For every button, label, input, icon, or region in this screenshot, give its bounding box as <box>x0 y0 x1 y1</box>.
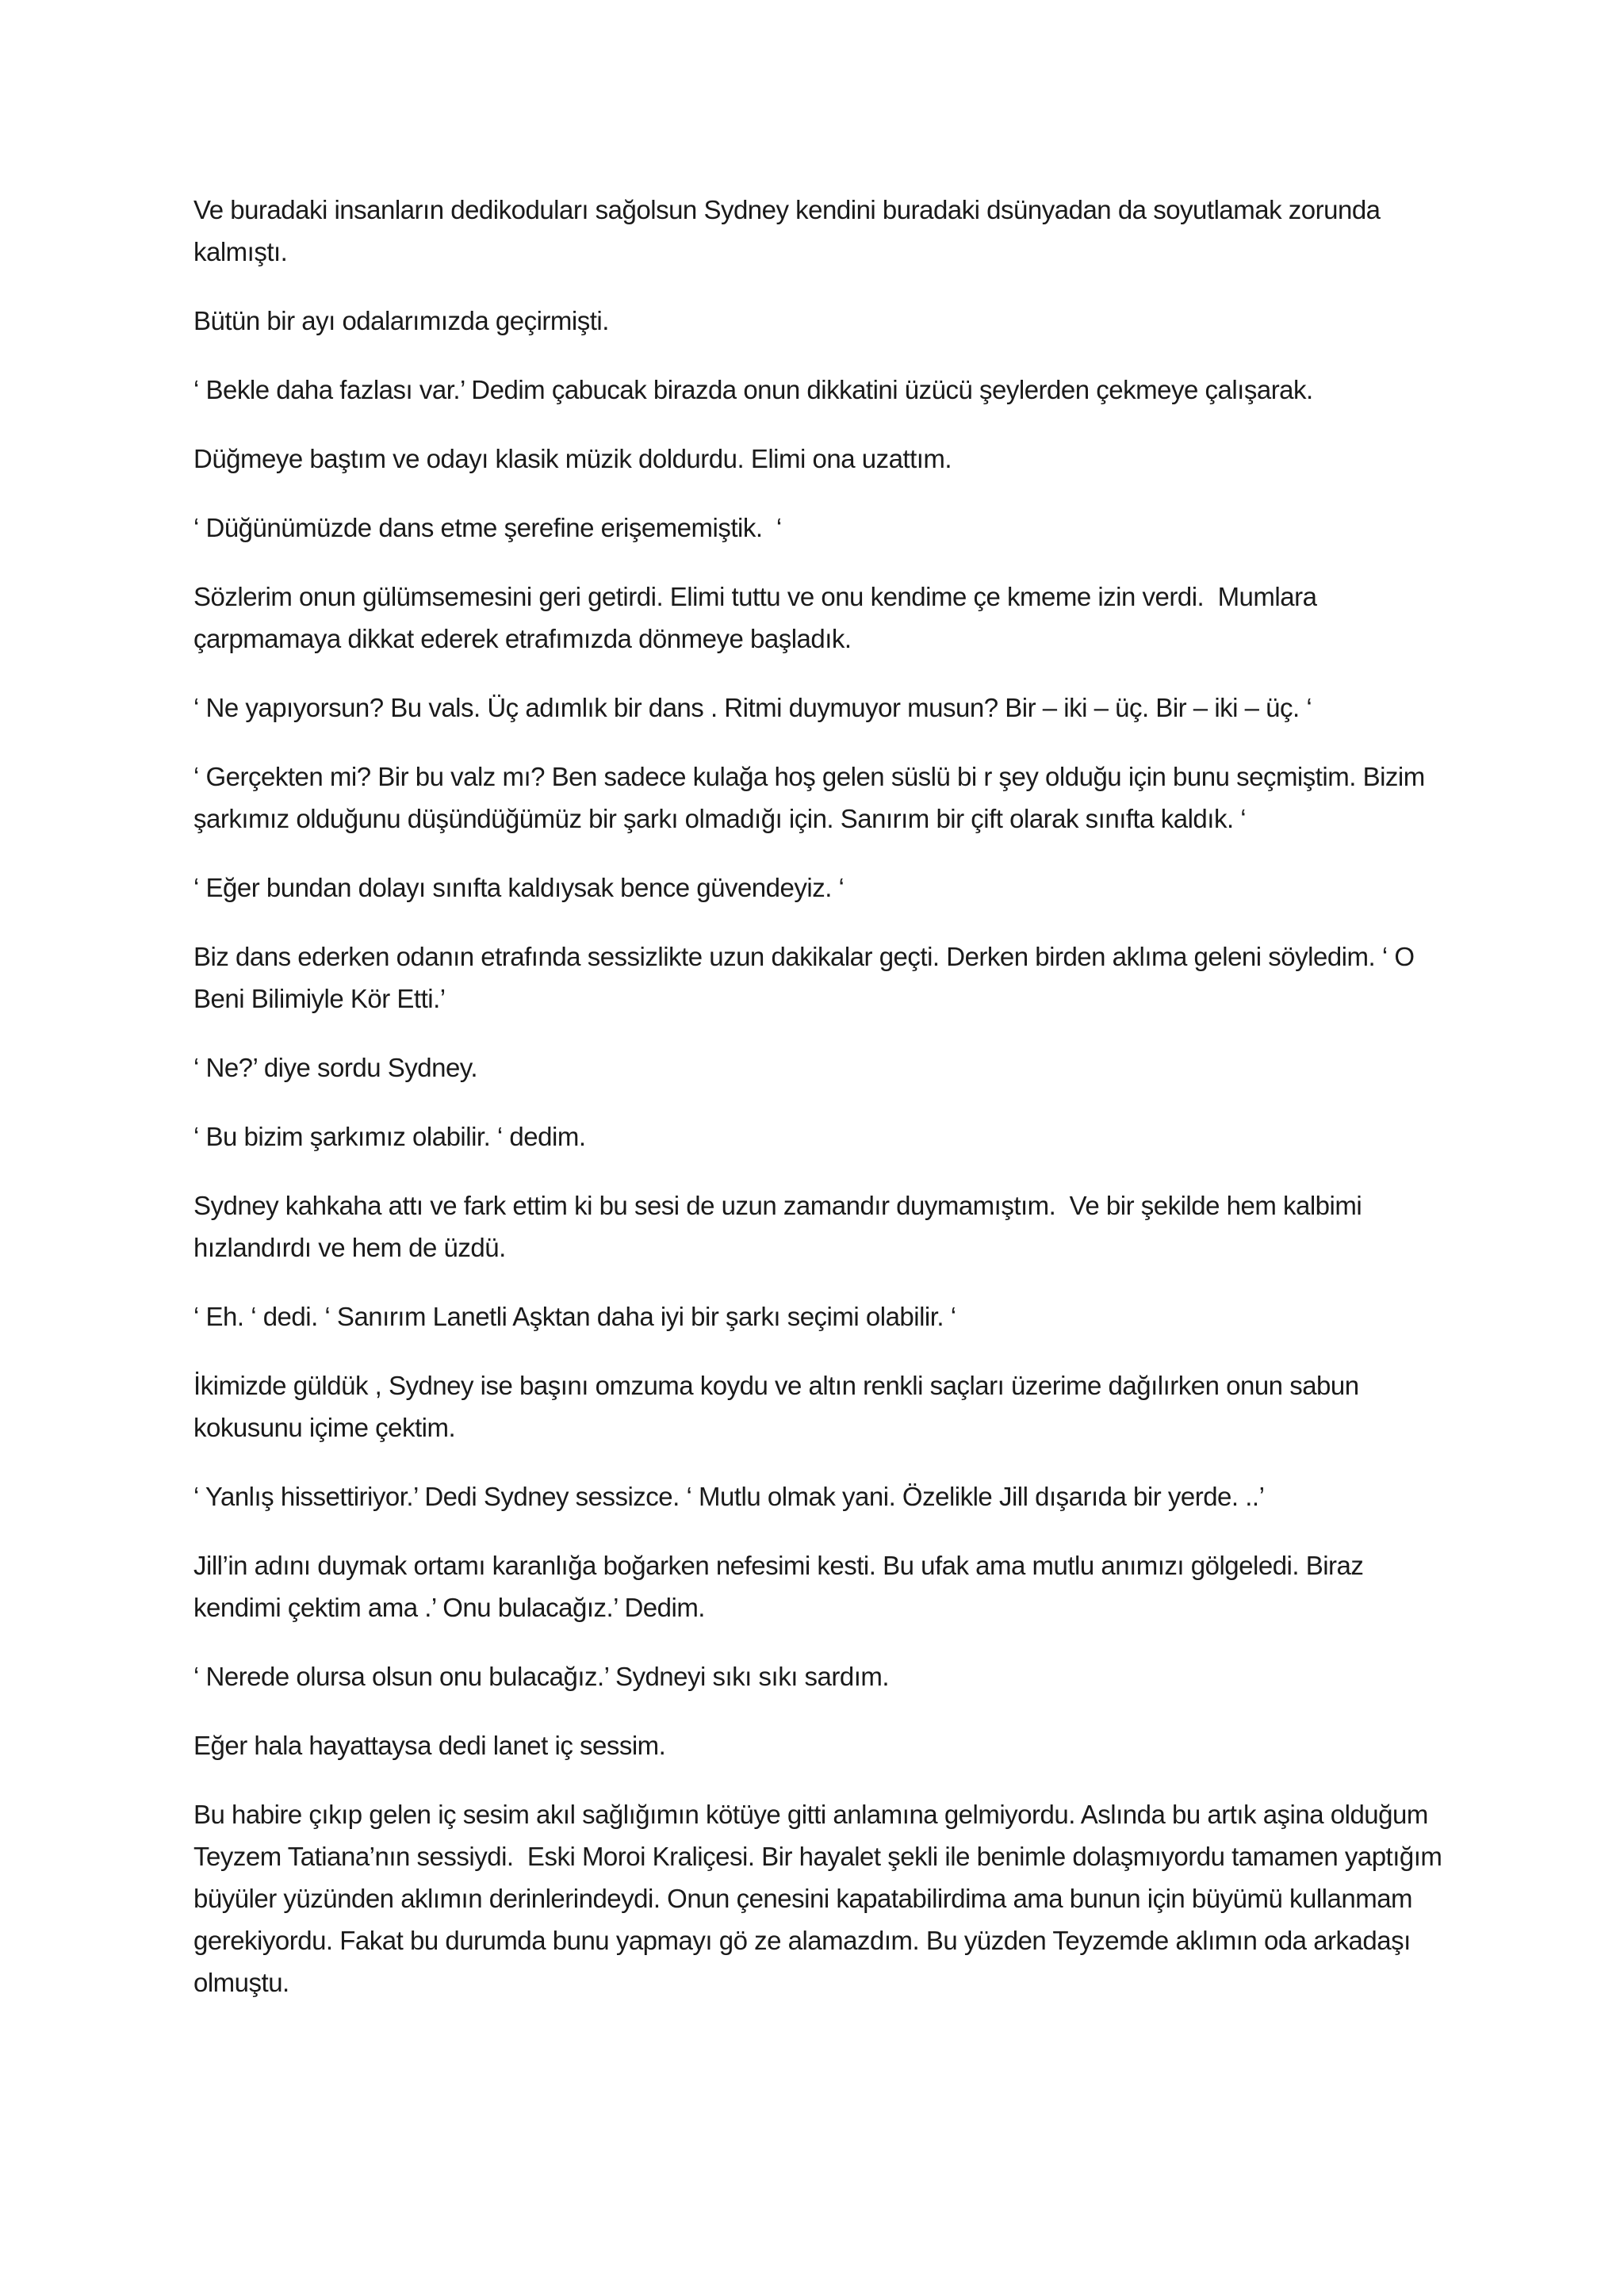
paragraph: ‘ Düğünümüzde dans etme şerefine erişememiştik. ‘ <box>193 513 782 542</box>
paragraph: Ve buradaki insanların dedikoduları sağolsun Sydney kendini buradaki dsünyadan da soyutlamak zorunda kalmıştı. <box>193 195 1388 266</box>
paragraph: ‘ Ne yapıyorsun? Bu vals. Üç adımlık bir dans . Ritmi duymuyor musun? Bir – iki – üç. Bir – iki – üç. ‘ <box>193 693 1312 722</box>
paragraph: Sydney kahkaha attı ve fark ettim ki bu sesi de uzun zamandır duymamıştım. Ve bir şekilde hem kalbimi hızlandırdı ve hem de üzdü. <box>193 1191 1369 1262</box>
paragraph: ‘ Eh. ‘ dedi. ‘ Sanırım Lanetli Aşktan daha iyi bir şarkı seçimi olabilir. ‘ <box>193 1302 956 1331</box>
document-body <box>193 189 1450 2030</box>
paragraph: Düğmeye baştım ve odayı klasik müzik doldurdu. Elimi ona uzattım. <box>193 444 952 473</box>
paragraph: Biz dans ederken odanın etrafında sessizlikte uzun dakikalar geçti. Derken birden aklıma geleni söyledim. ‘ O Beni Bilimiyle Kör Etti.’ <box>193 942 1422 1013</box>
paragraph: İkimizde güldük , Sydney ise başını omzuma koydu ve altın renkli saçları üzerime dağılırken onun sabun kokusunu içime çektim. <box>193 1371 1366 1442</box>
paragraph: Jill’in adını duymak ortamı karanlığa boğarken nefesimi kesti. Bu ufak ama mutlu anımızı gölgeledi. Biraz kendimi çektim ama .’ Onu bulacağız.’ Dedim. <box>193 1551 1371 1622</box>
paragraph: ‘ Ne?’ diye sordu Sydney. <box>193 1053 478 1082</box>
paragraph: ‘ Bu bizim şarkımız olabilir. ‘ dedim. <box>193 1122 586 1151</box>
paragraph: ‘ Bekle daha fazlası var.’ Dedim çabucak birazda onun dikkatini üzücü şeylerden çekmeye çalışarak. <box>193 375 1313 404</box>
paragraph: Bu habire çıkıp gelen iç sesim akıl sağlığımın kötüye gitti anlamına gelmiyordu. Aslında bu artık aşina olduğum Teyzem Tatiana’nın sessiydi. Eski Moroi Kraliçesi. Bir hayalet şekli ile benimle dolaşmıyordu tamamen yaptığım büyüler yüzünden aklımın derinlerindeydi. Onun çenesini kapatabilirdima ama bunun için büyümü kullanmam gerekiyordu. Fakat bu durumda bunu yapmayı gö ze alamazdım. Bu yüzden Teyzemde aklımın oda arkadaşı olmuştu. <box>193 1800 1450 1997</box>
paragraph: ‘ Nerede olursa olsun onu bulacağız.’ Sydneyi sıkı sıkı sardım. <box>193 1662 890 1691</box>
paragraph: ‘ Eğer bundan dolayı sınıfta kaldıysak bence güvendeyiz. ‘ <box>193 873 845 902</box>
paragraph: ‘ Yanlış hissettiriyor.’ Dedi Sydney sessizce. ‘ Mutlu olmak yani. Özelikle Jill dışarıda bir yerde. ..’ <box>193 1482 1265 1511</box>
paragraph: Bütün bir ayı odalarımızda geçirmişti. <box>193 306 609 335</box>
paragraph: Eğer hala hayattaysa dedi lanet iç sessim. <box>193 1731 666 1760</box>
paragraph: Sözlerim onun gülümsemesini geri getirdi. Elimi tuttu ve onu kendime çe kmeme izin verdi. Mumlara çarpmamaya dikkat ederek etrafımızda dönmeye başladık. <box>193 582 1324 653</box>
paragraph: ‘ Gerçekten mi? Bir bu valz mı? Ben sadece kulağa hoş gelen süslü bi r şey olduğu için bunu seçmiştim. Bizim şarkımız olduğunu düşündüğümüz bir şarkı olmadığı için. Sanırım bir çift olarak sınıfta kaldık. ‘ <box>193 762 1432 833</box>
